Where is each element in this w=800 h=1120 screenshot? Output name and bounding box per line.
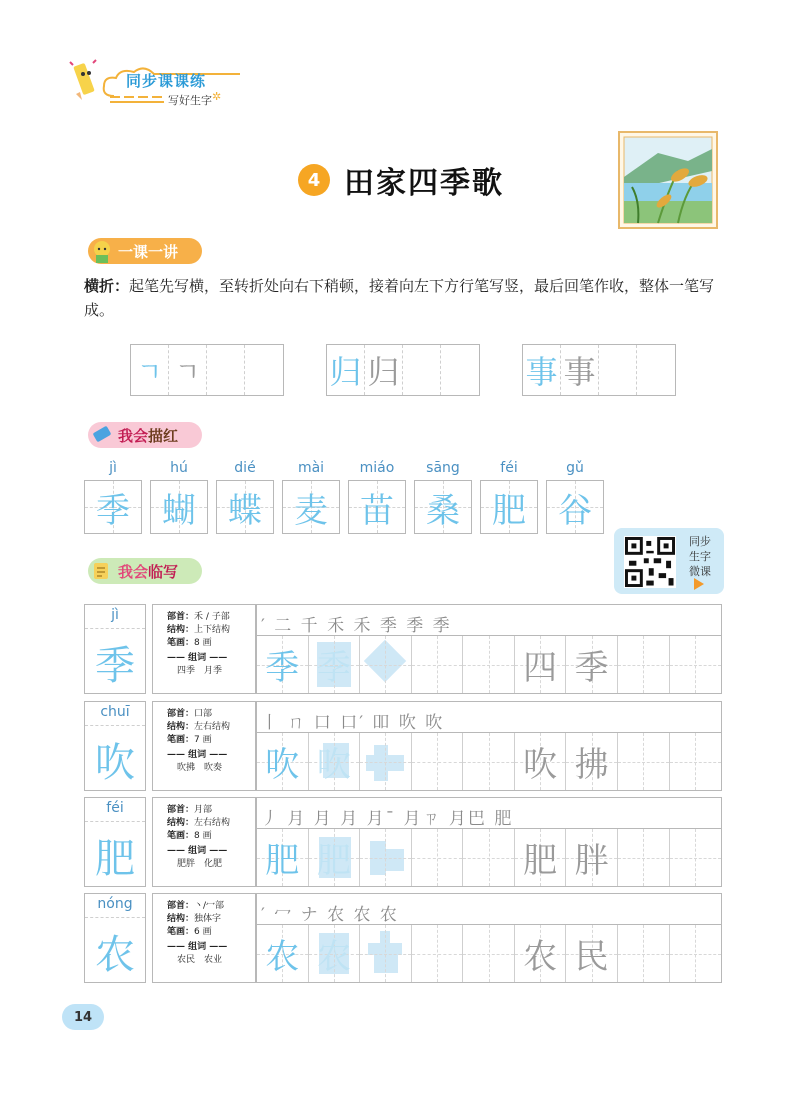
stroke-explanation: 起笔先写横，至转折处向右下稍顿，接着向左下方行笔写竖，最后回笔作收，整体一笔写成。 — [84, 277, 715, 319]
section-tag-copy — [88, 558, 202, 584]
example-grid-1 — [130, 344, 284, 396]
writing-cells — [256, 925, 722, 983]
writing-cell[interactable] — [412, 636, 464, 693]
example-cell: 归 — [327, 345, 365, 395]
writing-cell[interactable] — [670, 636, 722, 693]
writing-cell[interactable] — [670, 829, 722, 886]
copy-row-nong — [84, 893, 722, 983]
stroke-description — [84, 274, 724, 322]
writing-cell[interactable]: 季 — [566, 636, 618, 693]
eraser-icon — [90, 423, 114, 447]
main-character-box: féi 肥 — [84, 797, 146, 887]
example-cell: ㄱ — [131, 345, 169, 395]
copy-row-fei — [84, 797, 722, 887]
example-cell — [637, 345, 675, 395]
section-title-copy-suffix: 临写 — [148, 562, 179, 581]
writing-cell[interactable] — [618, 925, 670, 982]
writing-cell[interactable]: 吹 — [309, 733, 361, 790]
main-character-box: jì 季 — [84, 604, 146, 694]
writing-cells — [256, 829, 722, 887]
writing-cell[interactable]: 吹 — [515, 733, 567, 790]
qr-code-icon[interactable] — [624, 536, 676, 588]
writing-cell[interactable] — [412, 829, 464, 886]
stroke-order: ′ 冖 ナ 农 农 农 — [256, 893, 722, 925]
writing-cell[interactable]: 拂 — [566, 733, 618, 790]
main-character-box: nóng 农 — [84, 893, 146, 983]
writing-cell[interactable]: 肥 — [309, 829, 361, 886]
trace-item: jì 季 — [84, 460, 142, 534]
brand-header — [60, 52, 260, 112]
writing-cell[interactable] — [412, 925, 464, 982]
trace-item: sāng 桑 — [414, 460, 472, 534]
lesson-title — [298, 158, 504, 202]
trace-item: dié 蝶 — [216, 460, 274, 534]
writing-cell[interactable]: 农 — [515, 925, 567, 982]
writing-cell[interactable] — [463, 733, 515, 790]
stroke-order: 丨 ㄇ 口 口′ 吅 吹 吹 — [256, 701, 722, 733]
example-cell: 事 — [523, 345, 561, 395]
copy-row-ji — [84, 604, 722, 694]
example-cell — [207, 345, 245, 395]
writing-cell[interactable] — [463, 925, 515, 982]
pencil-mascot-icon — [66, 56, 100, 102]
writing-cell[interactable] — [360, 636, 412, 693]
brand-dash-decoration — [110, 96, 164, 98]
writing-cell[interactable] — [670, 733, 722, 790]
trace-item: gǔ 谷 — [546, 460, 604, 534]
writing-cell[interactable] — [360, 733, 412, 790]
section-tag-trace — [88, 422, 202, 448]
example-cell — [599, 345, 637, 395]
example-cell: 归 — [365, 345, 403, 395]
character-info: 部首：月部 结构：左右结构 笔画：8 画 —— 组词 —— 肥胖 化肥 — [152, 797, 256, 887]
writing-cell[interactable]: 吹 — [257, 733, 309, 790]
brand-title: 同步课课练 — [126, 72, 207, 90]
example-cell — [441, 345, 479, 395]
writing-cell[interactable]: 季 — [309, 636, 361, 693]
trace-item: hú 蝴 — [150, 460, 208, 534]
writing-cell[interactable]: 民 — [566, 925, 618, 982]
writing-cell[interactable]: 四 — [515, 636, 567, 693]
writing-cell[interactable] — [463, 829, 515, 886]
writing-cell[interactable]: 肥 — [515, 829, 567, 886]
character-info: 部首：丶/冖部 结构：独体字 笔画：6 画 —— 组词 —— 农民 农业 — [152, 893, 256, 983]
writing-cell[interactable] — [360, 829, 412, 886]
writing-cell[interactable]: 农 — [309, 925, 361, 982]
writing-cell[interactable]: 季 — [257, 636, 309, 693]
section-title-trace-suffix: 描红 — [148, 426, 179, 445]
writing-cell[interactable]: 农 — [257, 925, 309, 982]
copy-row-chui — [84, 701, 722, 791]
example-grid-2 — [326, 344, 480, 396]
writing-cells — [256, 636, 722, 694]
writing-cell[interactable] — [412, 733, 464, 790]
writing-cells — [256, 733, 722, 791]
trace-row — [84, 460, 604, 534]
trace-item: miáo 苗 — [348, 460, 406, 534]
main-character-box: chuī 吹 — [84, 701, 146, 791]
section-tag-lecture — [88, 238, 202, 264]
lesson-number-badge: 4 — [298, 164, 330, 196]
writing-cell[interactable]: 胖 — [566, 829, 618, 886]
notepad-pencil-icon — [90, 559, 114, 583]
trace-item: mài 麦 — [282, 460, 340, 534]
example-grid-3 — [522, 344, 676, 396]
qr-card[interactable] — [614, 528, 724, 594]
sun-icon: ✲ — [212, 90, 222, 103]
writing-cell[interactable] — [618, 636, 670, 693]
rice-field-illustration — [618, 131, 718, 229]
character-info: 部首：口部 结构：左右结构 笔画：7 画 —— 组词 —— 吹拂 吹奏 — [152, 701, 256, 791]
example-cell — [245, 345, 283, 395]
stroke-order: 丿 月 月 月 月ˉ 月ㄗ 月巴 肥 — [256, 797, 722, 829]
section-title-copy-prefix: 我会 — [118, 562, 149, 581]
trace-item: féi 肥 — [480, 460, 538, 534]
writing-cell[interactable] — [618, 733, 670, 790]
example-cell — [403, 345, 441, 395]
writing-cell[interactable] — [463, 636, 515, 693]
play-icon[interactable] — [694, 578, 704, 590]
character-info: 部首：禾 / 子部 结构：上下结构 笔画：8 画 —— 组词 —— 四季 月季 — [152, 604, 256, 694]
writing-cell[interactable] — [670, 925, 722, 982]
stroke-order: ′ 二 千 禾 禾 季 季 季 — [256, 604, 722, 636]
page-number: 14 — [62, 1004, 104, 1030]
writing-cell[interactable] — [360, 925, 412, 982]
writing-cell[interactable] — [618, 829, 670, 886]
section-title-trace-prefix: 我会 — [118, 426, 149, 445]
qr-caption: 同步 生字 微课 — [689, 535, 711, 578]
writing-cell[interactable]: 肥 — [257, 829, 309, 886]
stroke-term: 横折： — [84, 277, 130, 295]
section-title-lecture: 一课一讲 — [118, 242, 179, 261]
example-cell: ㄱ — [169, 345, 207, 395]
brand-subtitle: 写好生字 — [168, 94, 212, 107]
boy-avatar-icon — [90, 239, 114, 263]
example-cell: 事 — [561, 345, 599, 395]
lesson-name: 田家四季歌 — [344, 166, 504, 201]
